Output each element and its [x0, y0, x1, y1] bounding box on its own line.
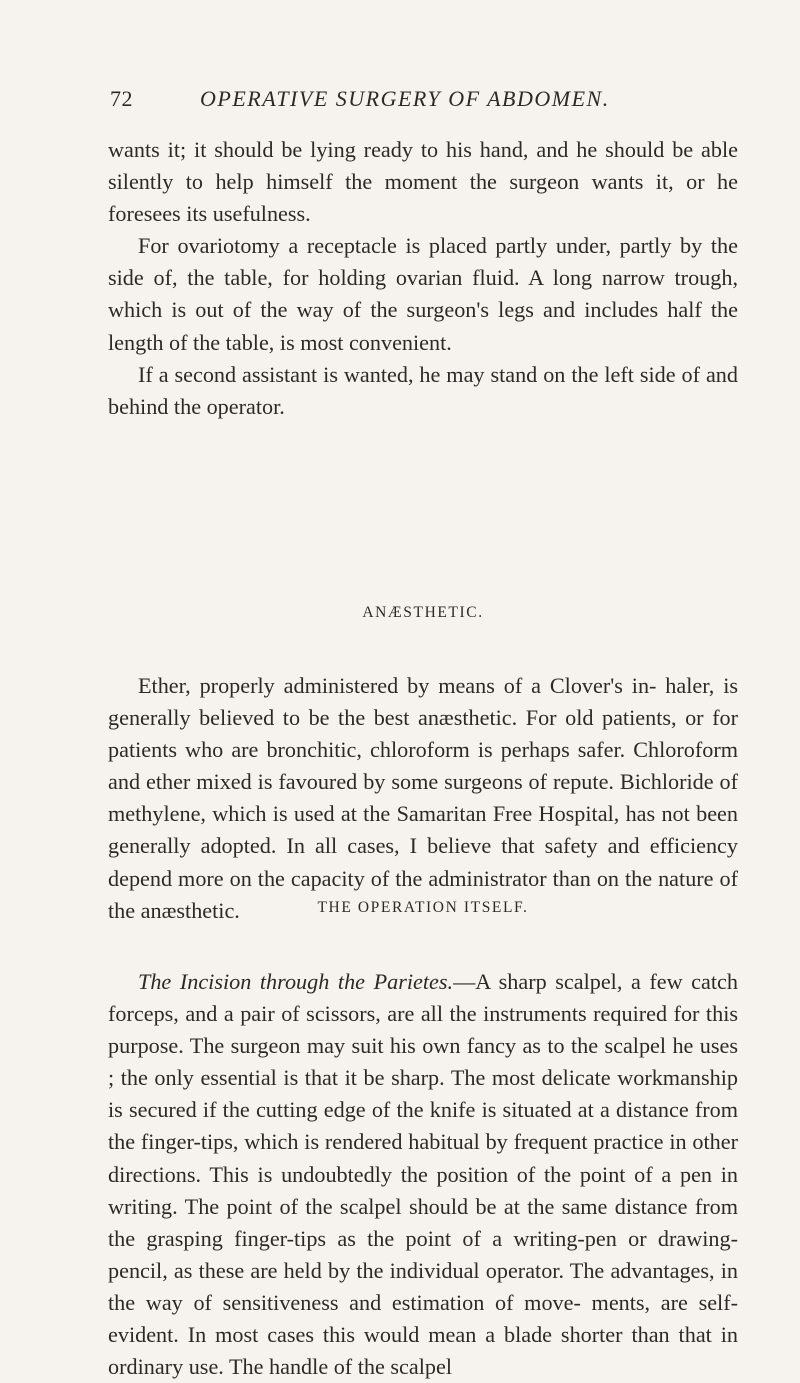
paragraph-incision [108, 966, 738, 1383]
paragraph-continuation: wants it; it should be lying ready to his hand, and he should be able silently to help himself the moment the surgeon wants it, or he foresees its usefulness. [108, 137, 738, 227]
section-heading-anaesthetic: ANÆSTHETIC. [362, 604, 484, 621]
section-heading-operation: THE OPERATION ITSELF. [317, 899, 529, 916]
page-number: 72 [110, 86, 133, 111]
subsection-lead-incision: The Incision through the Parietes. [138, 969, 454, 994]
operation-section [108, 966, 738, 1383]
running-head [110, 86, 748, 116]
paragraph-second-assistant: If a second assistant is wanted, he may stand on the left side of and behind the operator. [108, 361, 738, 419]
anaesthetic-section [108, 670, 738, 927]
opening-paragraphs [108, 134, 738, 423]
paragraph-incision-text: —A sharp scalpel, a few catch forceps, and a pair of scissors, are all the instruments required for this purpose. The surgeon may suit his own fancy as to the scalpel he uses ; the only essential is that it be sharp. The most delicate workmanship is secured if the cutting edge of the knife is situated at a distance from the finger-tips, which is rendered habitual by frequent practice in other directions. This is undoubtedly the position of the point of a pen in writing. The point of the scalpel should be at the same distance from the grasping finger-tips as the point of a writing-pen or drawing- pencil, as these are held by the individual operator. The advantages, in the way of sensitiveness and estimation of move- ments, are self-evident. In most cases this would mean a blade shorter than that in ordinary use. The handle of the scalpel [108, 969, 738, 1380]
paragraph-anaesthetic: Ether, properly administered by means of a Clover's in- haler, is generally believed to be the best anæsthetic. For old patients, or for patients who are bronchitic, chloroform is perhaps safer. Chloroform and ether mixed is favoured by some surgeons of repute. Bichloride of methylene, which is used at the Samaritan Free Hospital, has not been generally adopted. In all cases, I believe that safety and efficiency depend more on the capacity of the administrator than on the nature of the anæsthetic. [108, 673, 738, 923]
paragraph-ovariotomy: For ovariotomy a receptacle is placed partly under, partly by the side of, the table, for holding ovarian fluid. A long narrow trough, which is out of the way of the surgeon's legs and includes half the length of the table, is most convenient. [108, 233, 738, 355]
running-title: OPERATIVE SURGERY OF ABDOMEN. [200, 86, 610, 111]
